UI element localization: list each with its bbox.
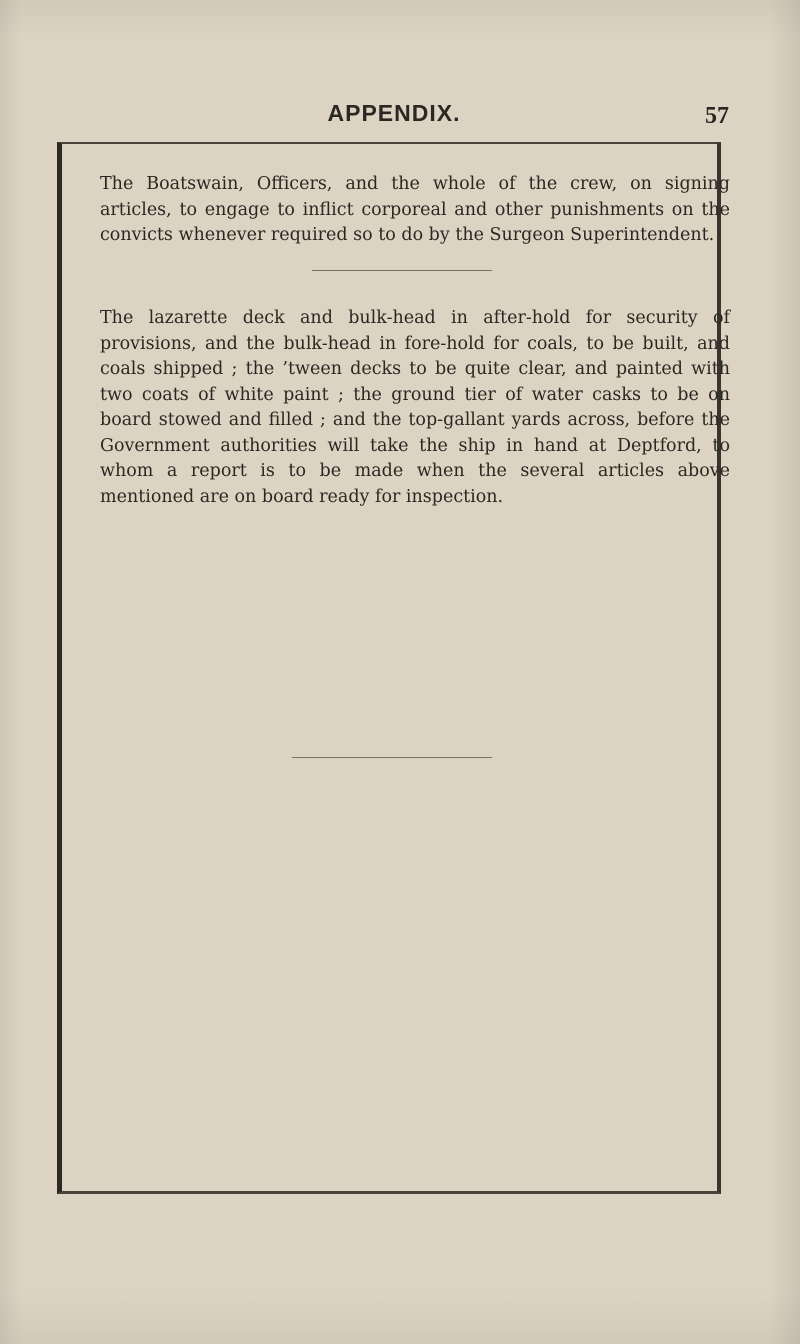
section-divider-rule [292, 757, 492, 758]
page-number: 57 [705, 103, 729, 129]
section-divider-rule [312, 270, 492, 271]
paragraph-lazarette: The lazarette deck and bulk-head in after-hold for security of provisions, and the bulk-head in fore-hold for coals, to be built, and coals shipped ; the ’tween decks to be quite clear, and painted with two coats of white paint ; the ground tier of water casks to be on board stowed and filled ; and the top-gallant yards across, before the Government authorities will take the ship in hand at Deptford, to whom a report is to be made when the several articles above mentioned are on board ready for inspection. [100, 308, 730, 507]
page-header-title: APPENDIX. [327, 100, 461, 126]
page-frame [57, 142, 721, 1194]
paragraph-boatswain: The Boatswain, Officers, and the whole of the crew, on signing articles, to engage to inflict corporeal and other punishments on the convicts whenever required so to do by the Surgeon Superintendent. [100, 174, 730, 245]
